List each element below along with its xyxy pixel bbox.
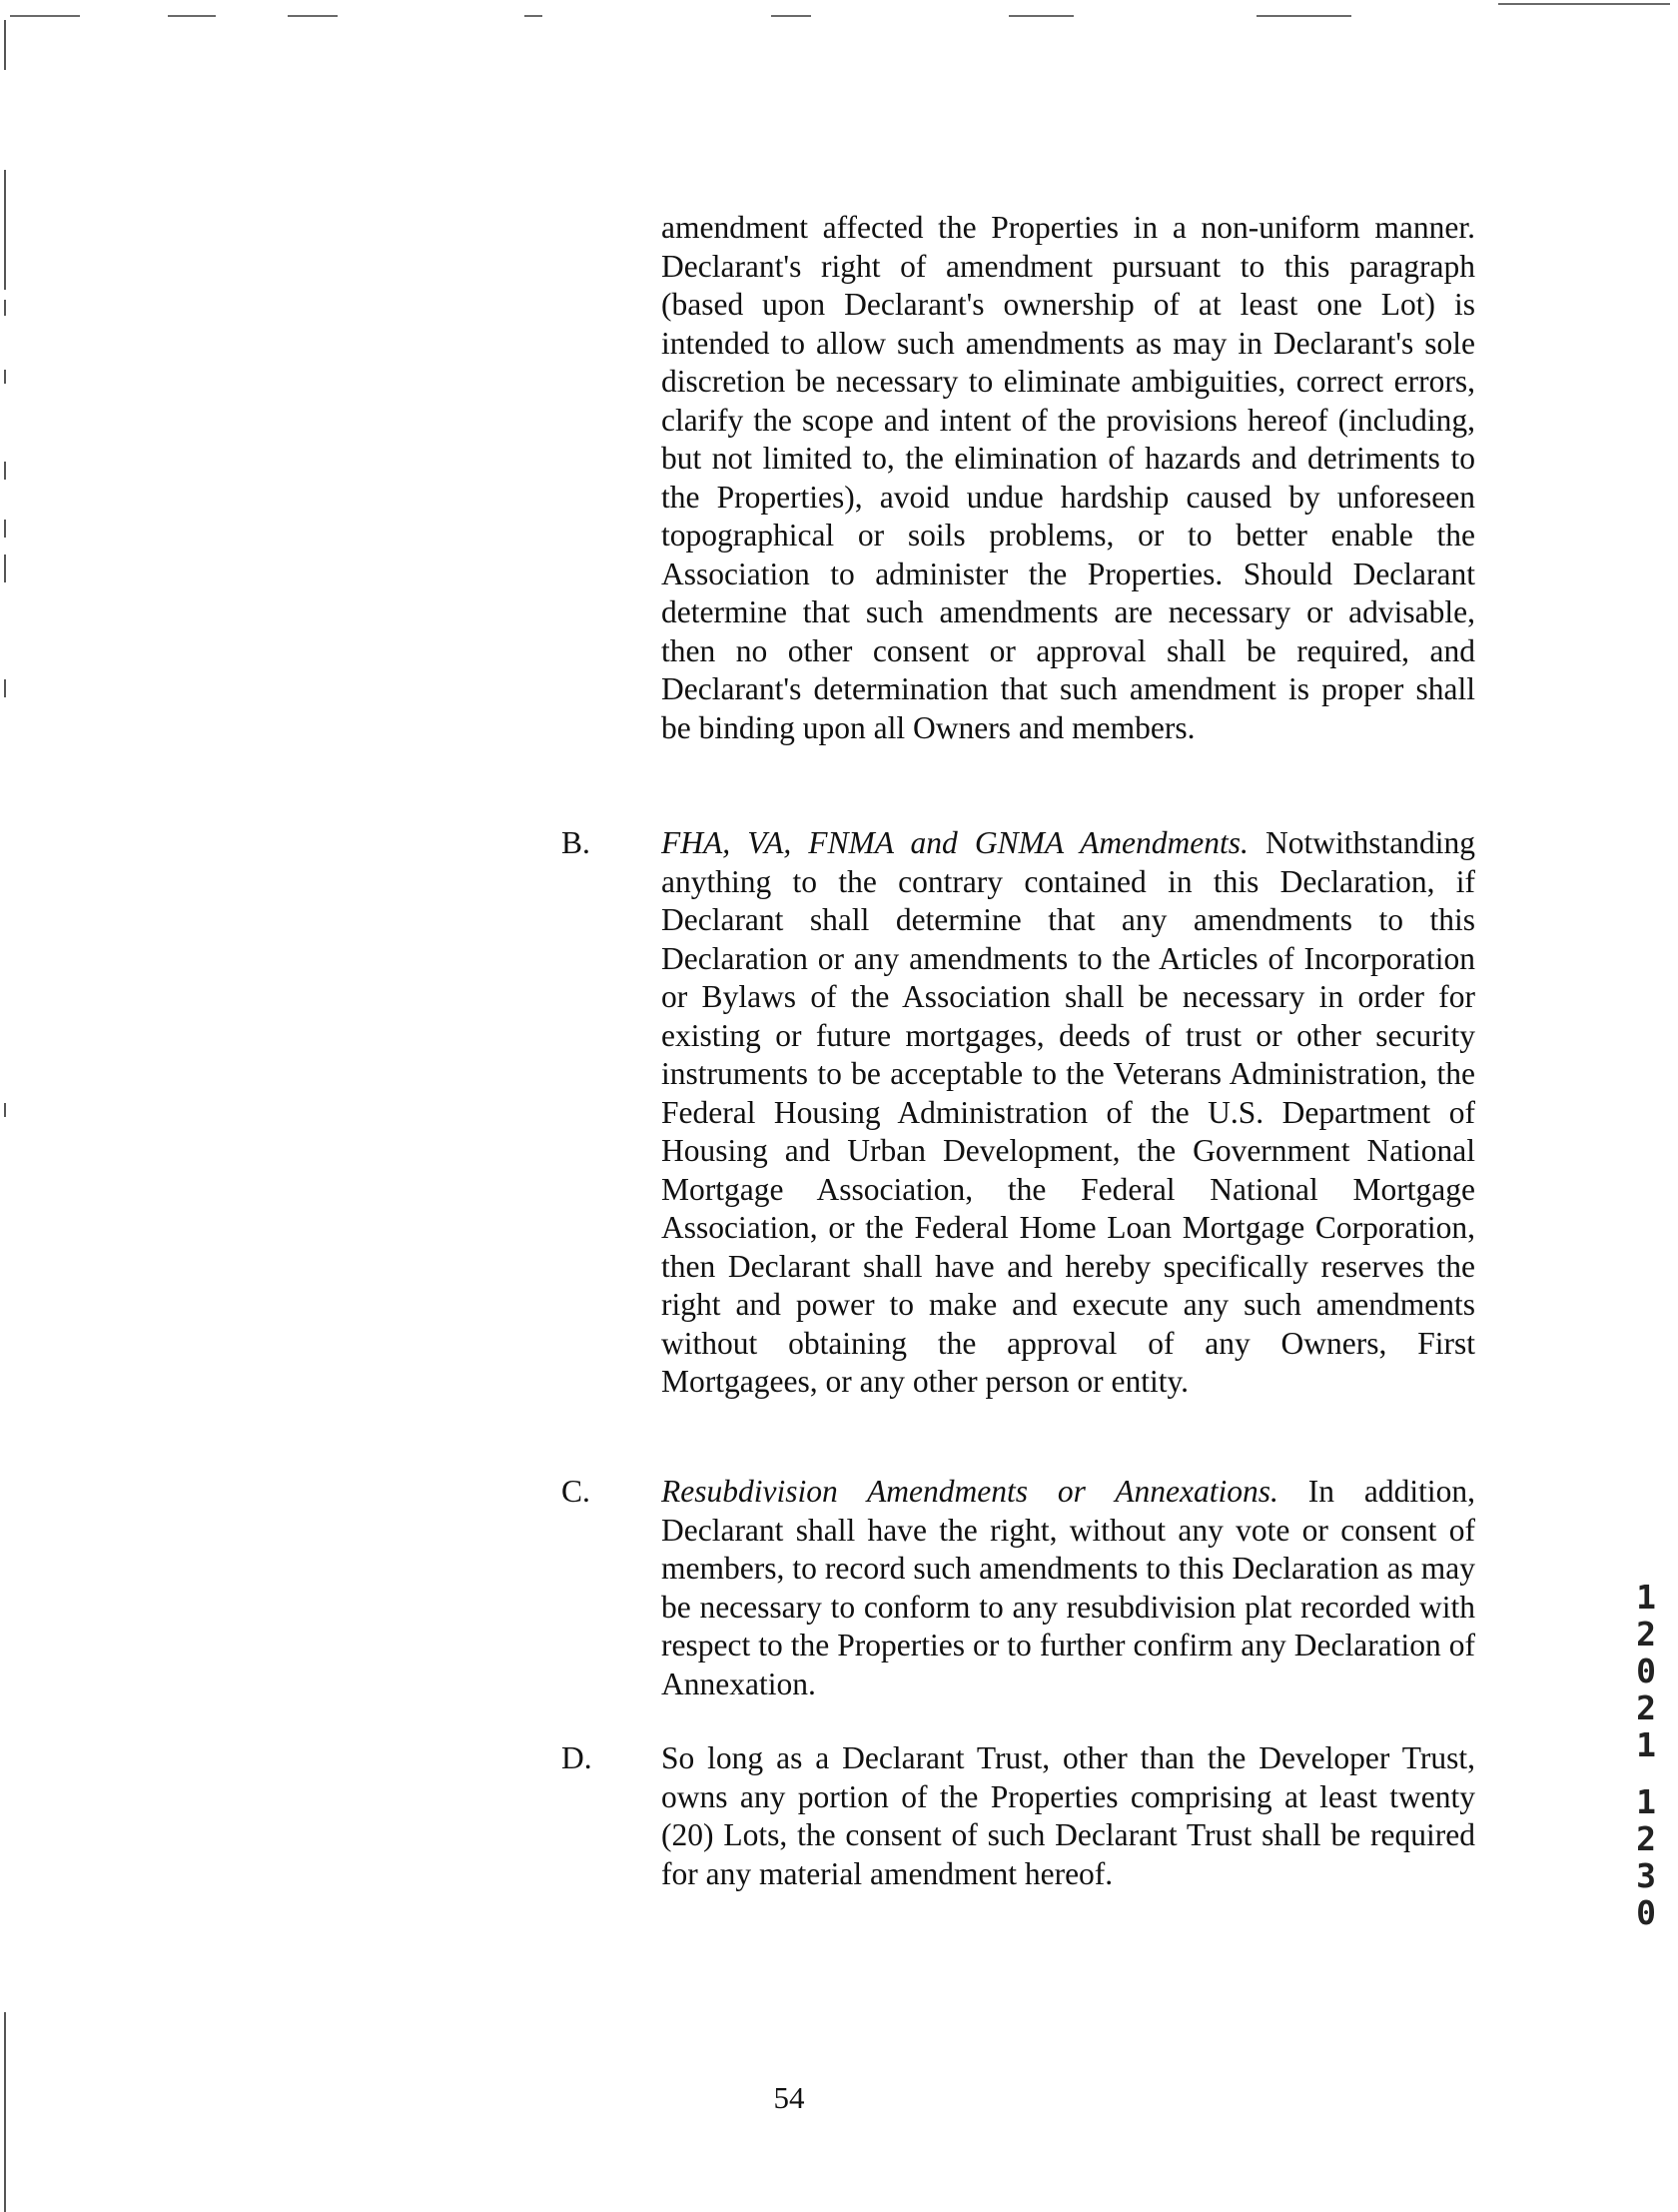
scan-artifact-left <box>4 520 6 538</box>
stamp-digit: 1 <box>1636 1725 1656 1764</box>
recording-stamp-lower <box>1626 1783 1666 1931</box>
item-text-c: In addition, Declarant shall have the right, without any vote or consent of members, to record such amendments to this Declaration as may be necessary to conform to any resubdivision plat recorded with respect to the Properties or to further confirm any Declaration of Annexation. <box>661 1474 1475 1701</box>
scan-artifact-top <box>288 15 338 17</box>
item-heading-b: FHA, VA, FNMA and GNMA Amendments. <box>661 825 1249 860</box>
scan-artifact-top <box>168 15 216 17</box>
item-letter-c: C. <box>561 1474 590 1509</box>
scan-artifact-top <box>10 15 80 17</box>
stamp-digit: 2 <box>1636 1688 1656 1727</box>
scan-artifact-left <box>4 370 6 384</box>
scan-artifact-left <box>4 170 6 290</box>
scan-artifact-left <box>4 1103 6 1117</box>
stamp-digit: 1 <box>1636 1578 1656 1617</box>
item-letter-d: D. <box>561 1740 592 1775</box>
stamp-digit: 3 <box>1636 1856 1656 1895</box>
stamp-digit: 2 <box>1636 1615 1656 1654</box>
stamp-digit: 2 <box>1636 1819 1656 1858</box>
item-paragraph-b <box>661 824 1475 1402</box>
item-letter-b: B. <box>561 825 590 860</box>
item-text-b: Notwithstanding anything to the contrary contained in this Declaration, if Declarant shall determine that any amendments to this Declaration or any amendments to the Articles of Incorporation or Bylaws of the Association shall be necessary in order for existing or future mortgages, deeds of trust or other security instruments to be acceptable to the Veterans Administration, the Federal Housing Administration of the U.S. Department of Housing and Urban Development, the Government National Mortgage Association, the Federal National Mortgage Association, or the Federal Home Loan Mortgage Corporation, then Declarant shall have and hereby specifically reserves the right and power to make and execute any such amendments without obtaining the approval of any Owners, First Mortgagees, or any other person or entity. <box>661 825 1476 1399</box>
scan-artifact-left <box>4 679 6 697</box>
scan-artifact-top <box>1498 3 1670 5</box>
item-heading-c: Resubdivision Amendments or Annexations. <box>661 1474 1278 1509</box>
page-number: 54 <box>773 2080 805 2115</box>
scan-artifact-left <box>4 462 6 480</box>
scan-artifact-left <box>4 300 6 316</box>
scan-artifact-top <box>1009 15 1074 17</box>
scan-artifact-left <box>4 20 6 70</box>
recording-stamp-upper <box>1626 1579 1666 1763</box>
item-paragraph-c <box>661 1473 1475 1703</box>
scan-artifact-top <box>524 15 542 17</box>
stamp-digit: 1 <box>1636 1782 1656 1821</box>
scan-artifact-left <box>4 554 6 582</box>
item-paragraph-d <box>661 1739 1475 1893</box>
continued-paragraph: amendment affected the Properties in a non-uniform manner. Declarant's right of amendment pursuant to this paragraph (based upon Declarant's ownership of at least one Lot) is intended to allow such amendments as may in Declarant's sole discretion be necessary to eliminate ambiguities, correct errors, clarify the scope and intent of the provisions hereof (including, but not limited to, the elimination of hazards and detriments to the Properties), avoid undue hardship caused by unforeseen topographical or soils problems, or to better enable the Association to administer the Properties. Should Declarant determine that such amendments are necessary or advisable, then no other consent or approval shall be required, and Declarant's determination that such amendment is proper shall be binding upon all Owners and members. <box>661 210 1475 745</box>
scan-artifact-top <box>1257 15 1351 17</box>
stamp-digit: 0 <box>1636 1652 1656 1690</box>
scan-artifact-top <box>771 15 811 17</box>
stamp-digit: 0 <box>1636 1893 1656 1932</box>
item-text-d: So long as a Declarant Trust, other than the Developer Trust, owns any portion of the Properties comprising at least twenty (20) Lots, the consent of such Declarant Trust shall be required for any material amendment hereof. <box>661 1740 1475 1891</box>
